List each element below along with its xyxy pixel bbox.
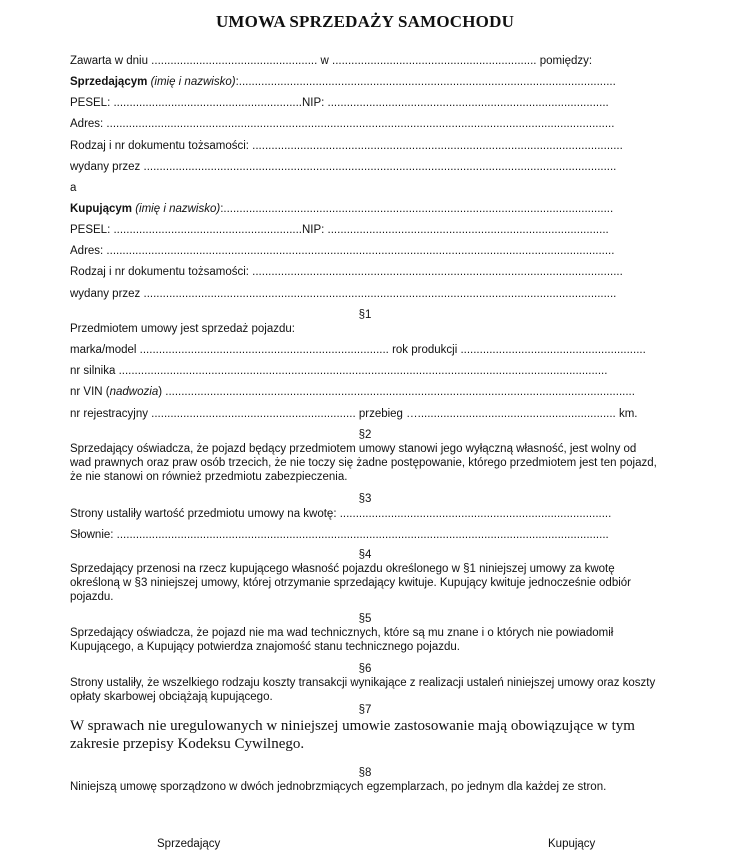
price-line: Strony ustaliły wartość przedmiotu umowy na kwotę: .....................................................................................: [70, 508, 612, 520]
buyer-id-document-line: Rodzaj i nr dokumentu tożsamości: ....................................................................................................................: [70, 266, 623, 278]
date-place-line: Zawarta w dniu .................................................... w ................................................................ pomiędzy:: [70, 55, 593, 67]
seller-address-line: Adres: ...............................................................................................................................................................: [70, 118, 615, 130]
section-1-intro: Przedmiotem umowy jest sprzedaż pojazdu:: [70, 323, 295, 335]
buyer-name-line: [70, 202, 613, 216]
vin-line: [70, 385, 635, 399]
seller-name-line: [70, 75, 616, 89]
registration-mileage-line: nr rejestracyjny ................................................................ przebieg ….............................................................. km.: [70, 408, 638, 420]
section-7-text: W sprawach nie uregulowanych w niniejszej umowie zastosowanie mają obowiązujące w tym zakresie przepisy Kodeksu Cywilnego.: [70, 718, 635, 752]
buyer-name-dots: :..........................................................................................................................: [220, 203, 614, 215]
section-8-text: Niniejszą umowę sporządzono w dwóch jednobrzmiących egzemplarzach, po jednym dla każdej ze stron.: [70, 781, 607, 793]
section-7-heading: §7: [358, 704, 372, 716]
document-title: UMOWA SPRZEDAŻY SAMOCHODU: [215, 12, 515, 31]
vin-hint: nadwozia: [109, 386, 159, 398]
vehicle-make-model-line: marka/model .............................................................................. rok produkcji ..........................................................: [70, 344, 646, 356]
seller-name-dots: :......................................................................................................................: [235, 76, 616, 88]
section-1-heading: §1: [358, 309, 372, 321]
section-6-text: Strony ustaliły, że wszelkiego rodzaju koszty transakcji wynikające z realizacji ustaleń niniejszej umowy oraz koszty opłaty skarbowej obciążają kupującego.: [70, 677, 656, 703]
buyer-issued-by-line: wydany przez ....................................................................................................................................................: [70, 288, 617, 300]
section-3-heading: §3: [358, 493, 372, 505]
section-4-heading: §4: [358, 549, 372, 561]
seller-signature-label: Sprzedający: [157, 838, 221, 850]
engine-number-line: nr silnika .........................................................................................................................................................: [70, 365, 608, 377]
buyer-name-hint: (imię i nazwisko): [135, 203, 221, 215]
buyer-label: Kupującym: [70, 203, 132, 215]
seller-id-document-line: Rodzaj i nr dokumentu tożsamości: ....................................................................................................................: [70, 140, 623, 152]
price-in-words-line: Słownie: ..........................................................................................................................................................: [70, 529, 609, 541]
section-5-text: Sprzedający oświadcza, że pojazd nie ma wad technicznych, które są mu znane i o których nie powiadomił Kupującego, a Kupujący potwierdza znajomość stanu technicznego pojazdu.: [70, 627, 614, 653]
seller-issued-by-line: wydany przez ....................................................................................................................................................: [70, 161, 617, 173]
seller-label: Sprzedającym: [70, 76, 148, 88]
buyer-signature-label: Kupujący: [548, 838, 596, 850]
section-8-heading: §8: [358, 767, 372, 779]
section-2-text: Sprzedający oświadcza, że pojazd będący przedmiotem umowy stanowi jego wyłączną własność, jest wolny od wad prawnych oraz praw osób trzecich, że nie toczy się żadne postępowanie, którego przedmiotem jest ten pojazd, że nie stanowi on również przedmiotu zabezpieczenia.: [70, 443, 657, 483]
section-4-text: Sprzedający przenosi na rzecz kupującego własność pojazdu określonego w §1 niniejszej umowy za kwotę określoną w §3 niniejszej umowy, której otrzymanie sprzedający kwituje. Kupujący kwituje jednocześnie odbiór pojazdu.: [70, 563, 632, 603]
vin-prefix: nr VIN (: [70, 386, 110, 398]
section-2-heading: §2: [358, 429, 372, 441]
section-5-heading: §5: [358, 613, 372, 625]
buyer-pesel-nip-line: PESEL: ...........................................................NIP: ........................................................................................: [70, 224, 609, 236]
conjunction-a: a: [70, 182, 77, 194]
buyer-address-line: Adres: ...............................................................................................................................................................: [70, 245, 615, 257]
section-6-heading: §6: [358, 663, 372, 675]
seller-name-hint: (imię i nazwisko): [150, 76, 236, 88]
vin-dots: ) ...................................................................................................................................................: [158, 386, 635, 398]
seller-pesel-nip-line: PESEL: ...........................................................NIP: ........................................................................................: [70, 97, 609, 109]
